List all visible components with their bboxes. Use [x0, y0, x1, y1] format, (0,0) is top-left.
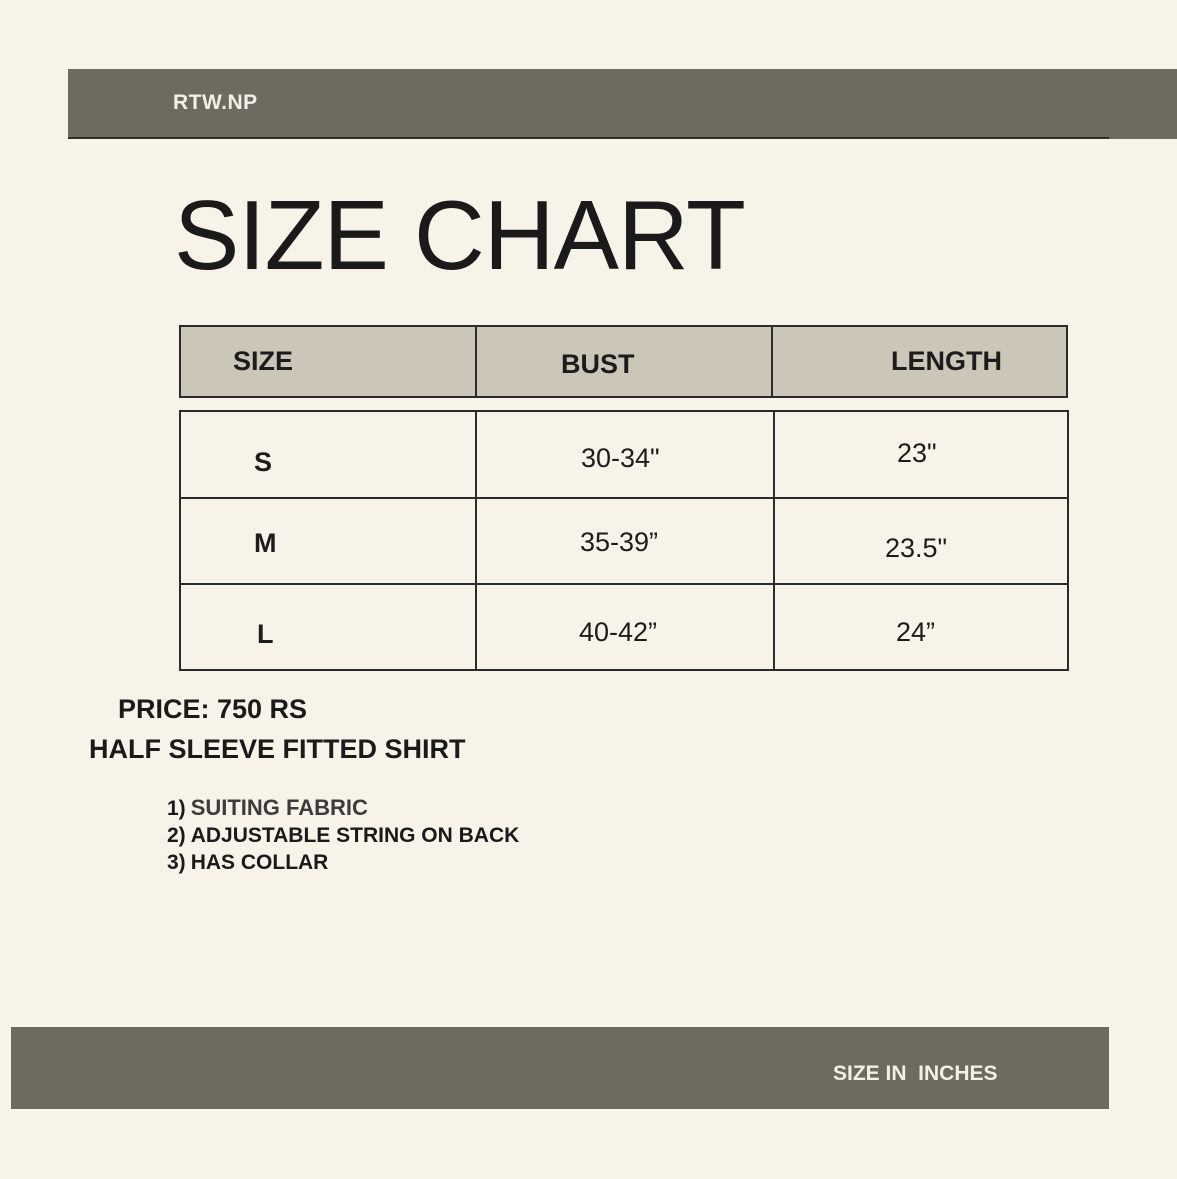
row-divider	[181, 583, 1067, 585]
table-cell-length: 23"	[897, 438, 937, 468]
table-cell-size: S	[254, 447, 273, 477]
feature-item	[167, 824, 519, 848]
table-cell-size: M	[254, 528, 277, 558]
table-cell-size: L	[257, 619, 274, 649]
feature-number: 3)	[167, 851, 186, 874]
brand-name: RTW.NP	[173, 91, 258, 114]
header-label-size: SIZE	[233, 346, 294, 376]
top-banner-underline	[68, 137, 1109, 139]
row-divider	[181, 497, 1067, 499]
table-cell-bust: 40-42”	[579, 617, 658, 647]
column-divider	[475, 412, 477, 669]
product-name: HALF SLEEVE FITTED SHIRT	[89, 734, 466, 764]
feature-text: ADJUSTABLE STRING ON BACK	[190, 824, 520, 847]
feature-item	[167, 851, 328, 875]
header-label-length: LENGTH	[891, 346, 1002, 376]
table-cell-length: 23.5"	[885, 533, 948, 563]
feature-number: 1)	[167, 797, 186, 820]
page-title: SIZE CHART	[174, 180, 745, 290]
table-cell-length: 24”	[896, 617, 936, 647]
header-label-bust: BUST	[561, 349, 635, 379]
feature-number: 2)	[167, 824, 186, 847]
header-cell-size	[181, 327, 477, 396]
feature-item	[167, 795, 368, 821]
feature-text: HAS COLLAR	[190, 851, 329, 874]
table-cell-bust: 30-34"	[581, 443, 660, 473]
unit-note: SIZE IN INCHES	[833, 1062, 998, 1085]
price-label: PRICE: 750 RS	[118, 694, 308, 724]
header-cell-length	[773, 327, 1066, 396]
header-cell-bust	[477, 327, 773, 396]
feature-text: SUITING FABRIC	[190, 795, 368, 820]
size-table-header	[179, 325, 1068, 398]
table-cell-bust: 35-39”	[580, 527, 659, 557]
column-divider	[773, 412, 775, 669]
size-table-body	[179, 410, 1069, 671]
